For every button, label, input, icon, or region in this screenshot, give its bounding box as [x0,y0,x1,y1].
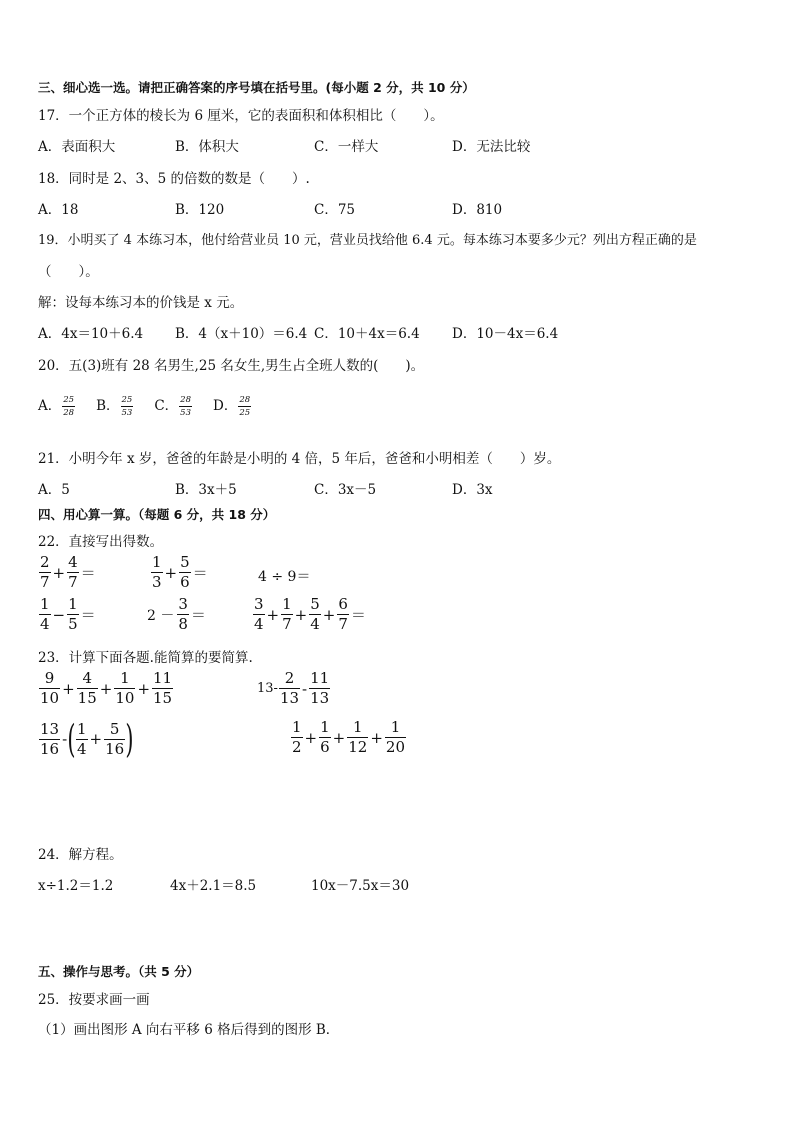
q17-option-a: A．表面积大 [38,139,116,155]
q21-option-c: C．3x－5 [314,482,377,498]
q21-option-a: A．5 [38,482,70,498]
q18-option-c: C．75 [314,202,356,218]
q22-expr-5: 2 － $\frac{3}{8}$ ＝ [147,595,206,633]
section-4-heading: 四、用心算一算。（每题 6 分，共 18 分） [38,507,276,522]
q19-solution: 解：设每本练习本的价钱是 x 元。 [38,295,244,311]
q23-expr-2: 13- $\frac{2}{13}$ - $\frac{11}{13}$ [257,669,330,707]
q18-option-d: D．810 [452,202,503,218]
q24-equation-3: 10x－7.5x＝30 [311,878,410,894]
q25-stem: 25．按要求画一画 [38,992,150,1008]
q21-option-b: B．3x＋5 [175,482,237,498]
q20-option-b: B． $\frac{25}{53}$ [96,394,133,418]
q19-option-c: C．10＋4x＝6.4 [314,326,420,342]
q20-stem: 20．五(3)班有 28 名男生,25 名女生,男生占全班人数的( )。 [38,358,425,374]
section-5-heading: 五、操作与思考。（共 5 分） [38,964,200,979]
q21-stem: 21．小明今年 x 岁，爸爸的年龄是小明的 4 倍，5 年后，爸爸和小明相差（ ）岁。 [38,451,561,467]
q17-option-d: D．无法比较 [452,139,531,155]
q24-equation-1: x÷1.2＝1.2 [38,878,114,894]
q18-option-a: A．18 [38,202,79,218]
q21-option-d: D．3x [452,482,493,498]
q22-expr-6: $\frac{3}{4}$ + $\frac{1}{7}$ + $\frac{5}{4}$ + $\frac{6}{7}$ ＝ [254,595,366,633]
q22-stem: 22．直接写出得数。 [38,534,164,550]
q17-option-c: C．一样大 [314,139,379,155]
q17-option-b: B．体积大 [175,139,239,155]
q20-option-d: D． $\frac{28}{25}$ [213,394,251,418]
q22-expr-4: $\frac{1}{4}$ − $\frac{1}{5}$ ＝ [40,595,96,633]
section-3-heading: 三、细心选一选。请把正确答案的序号填在括号里。(每小题 2 分，共 10 分） [38,80,475,95]
q19-option-d: D．10－4x＝6.4 [452,326,559,342]
q23-stem: 23．计算下面各题.能简算的要简算. [38,650,253,666]
q18-option-b: B．120 [175,202,225,218]
q20-option-c: C． $\frac{28}{53}$ [154,394,191,418]
q19-option-a: A．4x＝10＋6.4 [38,326,144,342]
q22-expr-1: $\frac{2}{7}$ + $\frac{4}{7}$ ＝ [40,553,96,591]
q23-expr-4: $\frac{1}{2}$ + $\frac{1}{6}$ + $\frac{1}{12}$ + $\frac{1}{20}$ [292,718,406,756]
q22-expr-2: $\frac{1}{3}$ + $\frac{5}{6}$ ＝ [152,553,208,591]
q24-equation-2: 4x＋2.1＝8.5 [170,878,257,894]
q23-expr-3: $\frac{13}{16}$ - ( $\frac{1}{4}$ + $\frac{5}{16}$ ) [40,717,134,761]
q19-stem: 19．小明买了 4 本练习本，他付给营业员 10 元，营业员找给他 6.4 元。每本练习本要多少元？列出方程正确的是 [38,233,697,248]
q23-expr-1: $\frac{9}{10}$ + $\frac{4}{15}$ + $\frac{1}{10}$ + $\frac{11}{15}$ [40,669,173,707]
q19-blank: （ ）。 [38,264,99,280]
q20-option-a: A． $\frac{25}{28}$ [38,394,75,418]
q19-option-b: B．4（x＋10）＝6.4 [175,326,308,342]
q24-stem: 24．解方程。 [38,847,123,863]
q18-stem: 18．同时是 2、3、5 的倍数的数是（ ）. [38,171,310,187]
q22-expr-3: 4 ÷ 9＝ [258,569,311,585]
q20-options [38,394,252,418]
q25-sub-1: （1）画出图形 A 向右平移 6 格后得到的图形 B． [38,1022,340,1038]
q17-stem: 17．一个正方体的棱长为 6 厘米，它的表面积和体积相比（ ）。 [38,108,444,124]
